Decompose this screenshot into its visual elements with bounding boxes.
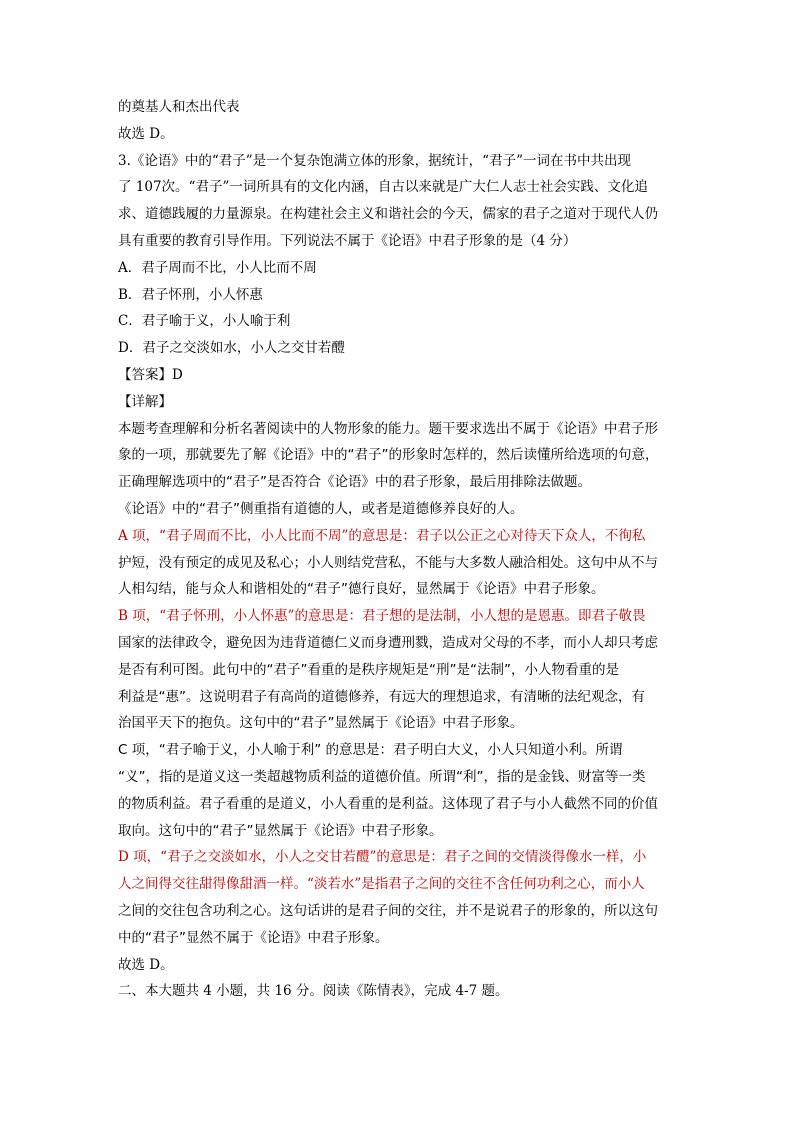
choice-c: C．君子喻于义，小人喻于利 <box>118 313 291 330</box>
option-a-analysis: 护短，没有预定的成见及私心；小人则结党营私，不能与大多数人融洽相处。这句中从不与 <box>118 554 658 571</box>
explanation-text: 象的一项，那就要先了解《论语》中的“君子”的形象时怎样的，然后读懂所给选项的句意， <box>118 447 659 464</box>
question-stem: 了 107次。“君子”一词所具有的文化内涵，自古以来就是广大仁人志士社会实践、文化追 <box>118 179 648 196</box>
question-stem: 具有重要的教育引导作用。下列说法不属于《论语》中君子形象的是（4 分） <box>118 232 577 249</box>
option-c-analysis: 的物质利益。君子看重的是道义，小人看重的是利益。这体现了君子与小人截然不同的价值 <box>118 795 658 812</box>
option-a-analysis: A 项，“君子周而不比，小人比而不周”的意思是：君子以公正之心对待天下众人，不徇私 <box>118 527 646 544</box>
option-b-analysis: 利益是“惠”。这说明君子有高尚的道德修养，有远大的理想追求，有清晰的法纪观念，有 <box>118 688 645 705</box>
explanation-text: 本题考查理解和分析名著阅读中的人物形象的能力。题干要求选出不属于《论语》中君子形 <box>118 420 658 437</box>
option-c-analysis: C 项，“君子喻于义，小人喻于利” 的意思是：君子明白大义，小人只知道小利。所谓 <box>118 742 623 759</box>
option-b-analysis: 治国平天下的抱负。这句中的“君子”显然属于《论语》中君子形象。 <box>118 715 524 732</box>
choice-b: B．君子怀刑，小人怀惠 <box>118 286 263 303</box>
choice-a: A．君子周而不比，小人比而不周 <box>118 259 317 276</box>
answer-line: 【答案】D <box>118 366 183 383</box>
text-line: 的奠基人和杰出代表 <box>118 99 240 115</box>
option-c-analysis: 取向。这句中的“君子”显然属于《论语》中君子形象。 <box>118 822 443 839</box>
option-b-analysis: B 项，“君子怀刑，小人怀惠”的意思是：君子想的是法制，小人想的是恩惠。即君子敬畏 <box>118 608 646 625</box>
option-d-analysis: 之间的交往包含功利之心。这句话讲的是君子间的交往，并不是说君子的形象的，所以这句 <box>118 902 658 919</box>
explanation-heading: 【详解】 <box>118 393 172 410</box>
section-heading: 二、本大题共 4 小题，共 16 分。阅读《陈情表》，完成 4-7 题。 <box>118 983 509 1000</box>
option-d-analysis: 人之间得交往甜得像甜酒一样。“淡若水”是指君子之间的交往不含任何功利之心，而小人 <box>118 876 645 893</box>
option-c-analysis: “义”，指的是道义这一类超越物质利益的道德价值。所谓“利”，指的是金钱、财富等一类 <box>118 768 646 785</box>
option-d-analysis: 中的“君子”显然不属于《论语》中君子形象。 <box>118 929 389 946</box>
conclusion-line: 故选 D。 <box>118 125 174 142</box>
explanation-text: 《论语》中的“君子”侧重指有道德的人，或者是道德修养良好的人。 <box>118 500 524 517</box>
question-stem: 求、道德践履的力量源泉。在构建社会主义和谐社会的今天，儒家的君子之道对于现代人仍 <box>118 206 658 223</box>
question-stem: 3.《论语》中的“君子”是一个复杂饱满立体的形象，据统计，“君子”一词在书中共出现 <box>118 152 631 169</box>
option-d-analysis: D 项，“君子之交淡如水，小人之交甘若醴”的意思是：君子之间的交情淡得像水一样，小 <box>118 849 647 866</box>
option-a-analysis: 人相勾结，能与众人和谐相处的“君子”德行良好，显然属于《论语》中君子形象。 <box>118 581 605 598</box>
option-b-analysis: 国家的法律政令，避免因为违背道德仁义而身遭刑戮，造成对父母的不孝，而小人却只考虑 <box>118 634 658 651</box>
option-b-analysis: 是否有利可图。此句中的“君子”看重的是秩序规矩是“刑”是“法制”，小人物看重的是 <box>118 661 619 678</box>
document-body <box>118 94 678 1005</box>
choice-d: D．君子之交淡如水，小人之交甘若醴 <box>118 340 345 357</box>
explanation-text: 正确理解选项中的“君子”是否符合《论语》中的君子形象，最后用排除法做题。 <box>118 474 591 491</box>
conclusion-line: 故选 D。 <box>118 956 174 973</box>
